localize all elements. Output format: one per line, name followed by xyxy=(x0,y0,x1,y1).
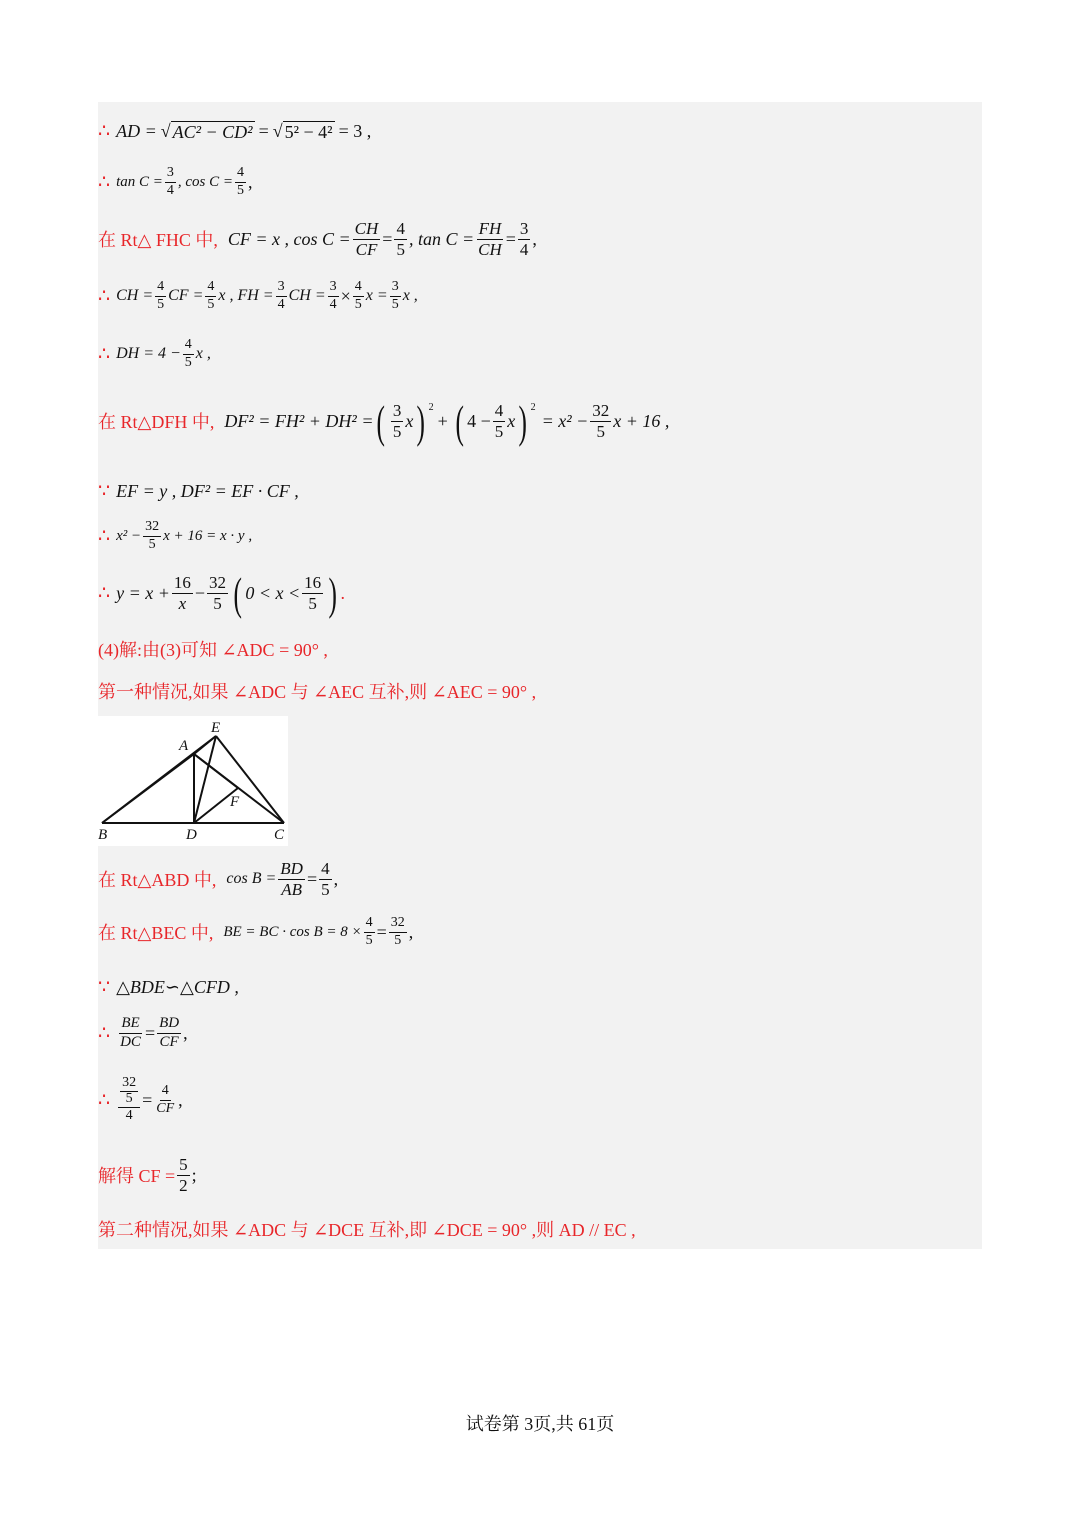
fraction: $\frac{3}{4}$ xyxy=(329,279,337,312)
line-rt-bec: 在 Rt△BEC 中, BE = BC · cos B = 8 × $\frac{4}{5}$ = $\frac{32}{5}$ , xyxy=(98,915,414,948)
therefore-symbol: ∴ xyxy=(98,582,111,604)
label-d: D xyxy=(186,827,197,843)
line-rt-fhc: 在 Rt△ FHC 中, CF = x , cos C = $\frac{CH}{CF}$ = $\frac{4}{5}$ , tan C = $\frac{FH}{CH}$ = $\frac{3}{4}$ , xyxy=(98,219,537,259)
fraction: $\frac{4}{CF}$ xyxy=(156,1082,175,1116)
fraction: $\frac{3}{4}$ xyxy=(166,165,174,198)
line-solve-cf: 解得 CF = $\frac{5}{2}$ ; xyxy=(98,1155,197,1195)
line-complex-fraction: ∴ 32 5 4 = $\frac{4}{CF}$ , xyxy=(98,1075,183,1124)
line-similar-triangles: ∵ △BDE∽△CFD , xyxy=(98,977,239,998)
line-y-function: ∴ y = x + $\frac{16}{x}$ − $\frac{32}{5}$ ( 0 < x < 16 5 ) . xyxy=(98,567,345,619)
fraction: $\frac{CH}{CF}$ xyxy=(354,219,379,259)
fraction: $\frac{32}{5}$ xyxy=(592,401,610,441)
case-one-heading: 第一种情况,如果 ∠ADC 与 ∠AEC 互补,则 ∠AEC = 90° , xyxy=(98,682,537,702)
fraction: $\frac{4}{5}$ xyxy=(354,279,362,312)
fraction: $\frac{BD}{AB}$ xyxy=(280,859,303,899)
because-symbol: ∵ xyxy=(98,481,111,502)
label-c: C xyxy=(274,827,285,843)
therefore-symbol: ∴ xyxy=(98,121,111,142)
page-footer: 试卷第 3页,共 61页 xyxy=(465,1414,615,1434)
therefore-symbol: ∴ xyxy=(98,525,111,547)
sqrt-sign: √ xyxy=(160,121,171,141)
therefore-symbol: ∴ xyxy=(98,1089,111,1111)
label-a: A xyxy=(179,738,189,754)
complex-fraction: 32 5 4 xyxy=(118,1076,140,1124)
line-ad-length: ∴ AD = √ AC² − CD² = √ 5² − 4² = 3 , xyxy=(98,121,372,142)
solution-panel xyxy=(98,102,982,1249)
fraction: $\frac{BD}{CF}$ xyxy=(159,1015,180,1050)
line-rt-dfh: 在 Rt△DFH 中, DF² = FH² + DH² = ( 3 5 x ) $^2$ + ( 4 − $\frac{4}{5}$ x ) $^2$ = x² − $\frac{32}{5}$ x + 16 , xyxy=(98,395,670,447)
because-symbol: ∵ xyxy=(98,977,111,998)
line-ch-fh: ∴ CH = $\frac{4}{5}$ CF = $\frac{4}{5}$ x , FH = $\frac{3}{4}$ CH = $\frac{3}{4}$ × $\frac{4}{5}$ x = $\frac{3}{5}$ x , xyxy=(98,279,418,312)
part-4-heading: (4)解:由(3)可知 ∠ADC = 90° , xyxy=(98,640,328,660)
line-ratio: ∴ $\frac{BE}{DC}$ = $\frac{BD}{CF}$ , xyxy=(98,1015,188,1050)
line-dh: ∴ DH = 4 − $\frac{4}{5}$ x , xyxy=(98,337,211,370)
fraction: $\frac{4}{5}$ xyxy=(207,279,215,312)
fraction: $\frac{32}{5}$ xyxy=(209,573,227,613)
label-b: B xyxy=(98,827,108,843)
fraction: $\frac{3}{4}$ xyxy=(519,219,529,259)
line-equation-xy: ∴ x² − $\frac{32}{5}$ x + 16 = x · y , xyxy=(98,519,253,552)
fraction: $\frac{4}{5}$ xyxy=(237,165,245,198)
fraction: $\frac{5}{2}$ xyxy=(179,1155,188,1195)
fraction: $\frac{16}{x}$ xyxy=(173,573,191,613)
fraction: $\frac{4}{5}$ xyxy=(157,279,165,312)
fraction: $\frac{4}{5}$ xyxy=(396,219,405,259)
figure-lines xyxy=(102,736,284,823)
therefore-symbol: ∴ xyxy=(98,343,111,365)
line-rt-abd: 在 Rt△ABD 中, cos B = $\frac{BD}{AB}$ = $\frac{4}{5}$ , xyxy=(98,859,339,899)
fraction: $\frac{32}{5}$ xyxy=(390,915,405,948)
therefore-symbol: ∴ xyxy=(98,285,111,307)
line-tan-cos: ∴ tan C = $\frac{3}{4}$ , cos C = $\frac{4}{5}$ , xyxy=(98,165,253,198)
fraction: 16 5 xyxy=(304,573,322,613)
label-e: E xyxy=(211,720,221,736)
fraction: $\frac{BE}{DC}$ xyxy=(120,1015,141,1050)
fraction: 3 5 xyxy=(392,401,402,441)
fraction: $\frac{3}{4}$ xyxy=(277,279,285,312)
fraction: $\frac{3}{5}$ xyxy=(391,279,399,312)
case-two-heading: 第二种情况,如果 ∠ADC 与 ∠DCE 互补,即 ∠DCE = 90° ,则 AD // EC , xyxy=(98,1220,636,1240)
therefore-symbol: ∴ xyxy=(98,171,111,193)
label-f: F xyxy=(230,794,240,810)
line-ef-y: ∵ EF = y , DF² = EF · CF , xyxy=(98,481,299,502)
triangle-diagram xyxy=(98,716,288,846)
segment-af xyxy=(194,754,238,788)
fraction: $\frac{32}{5}$ xyxy=(145,519,160,552)
therefore-symbol: ∴ xyxy=(98,1022,111,1044)
fraction: $\frac{4}{5}$ xyxy=(365,915,373,948)
fraction: $\frac{FH}{CH}$ xyxy=(478,219,502,259)
sqrt-sign: √ xyxy=(272,121,283,141)
geometry-figure xyxy=(98,716,288,846)
fraction: $\frac{4}{5}$ xyxy=(184,337,192,370)
fraction: $\frac{4}{5}$ xyxy=(494,401,504,441)
fraction: $\frac{4}{5}$ xyxy=(321,859,330,899)
